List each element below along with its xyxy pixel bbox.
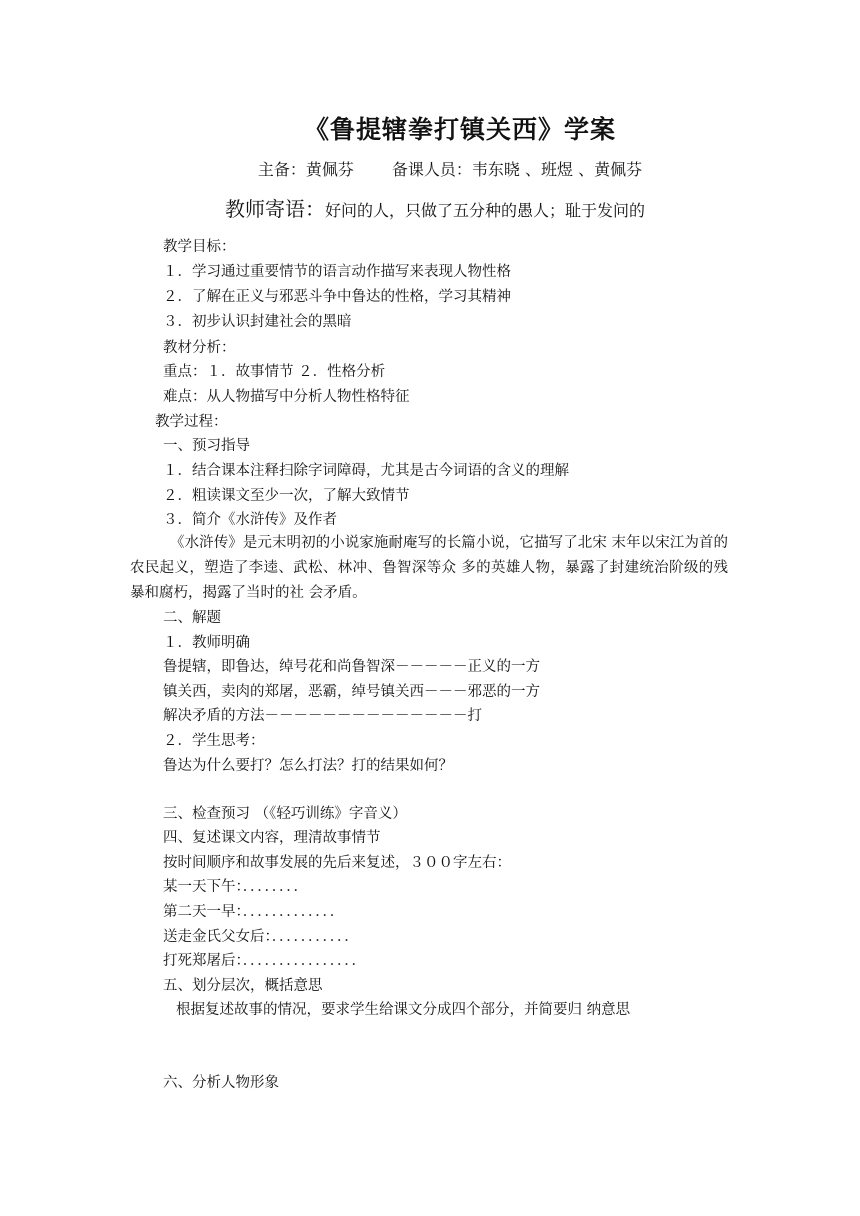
text-line: 根据复述故事的情况，要求学生给课文分成四个部分，并简要归 纳意思 [176,1002,631,1018]
text-line: 打死郑屠后：．．．．．．．．．．．．．．．． [163,953,366,969]
section-heading: 二、解题 [163,610,221,626]
section-heading: 五、划分层次，概括意思 [163,978,323,994]
list-item: ２．学生思考： [163,733,265,749]
text-line: 镇关西，卖肉的郑屠，恶霸，绰号镇关西－－－邪恶的一方 [163,684,540,700]
goals-heading: 教学目标： [163,239,236,255]
author-line [0,157,860,180]
goal-item: ３．初步认识封建社会的黑暗 [163,314,352,330]
section-heading: 六、分析人物形象 [163,1075,279,1091]
motto-label: 教师寄语： [224,197,325,221]
text-line: 鲁达为什么要打？怎么打法？打的结果如何？ [163,758,453,774]
goal-item: １．学习通过重要情节的语言动作描写来表现人物性格 [163,264,511,280]
goal-item: ２．了解在正义与邪恶斗争中鲁达的性格，学习其精神 [163,289,511,305]
text-line: 第二天一早：．．．．．．．．．．．．． [163,904,345,920]
list-item: １．结合课本注释扫除字词障碍，尤其是古今词语的含义的理解 [163,463,569,479]
text-line: 按时间顺序和故事发展的先后来复述，３００字左右： [163,855,511,871]
intro-paragraph: 《水浒传》是元末明初的小说家施耐庵写的长篇小说，它描写了北宋 末年以宋江为首的农民起义，塑造了李逵、武松、林冲、鲁智深等众 多的英雄人物，暴露了封建统治阶级的残暴和腐朽，揭露了当时的社 会矛盾。 [130,535,728,601]
analysis-heading: 教材分析： [163,340,236,356]
prep-team: 备课人员：韦东晓 、班煜 、黄佩芬 [391,160,643,179]
text-line: 送走金氏父女后：．．．．．．．．．．． [163,929,359,945]
motto-text: 好问的人，只做了五分种的愚人；耻于发问的 [324,201,645,220]
list-item: ２．粗读课文至少一次，了解大致情节 [163,488,410,504]
page-title: 《鲁提辖拳打镇关西》学案 [303,115,616,144]
list-item: １．教师明确 [163,635,250,651]
process-heading: 教学过程： [155,414,228,430]
text-line: 某一天下午：．．．．．．．． [163,879,308,895]
text-line: 解决矛盾的方法－－－－－－－－－－－－－－打 [163,708,482,724]
key-points: 重点：１．故事情节 ２．性格分析 [163,364,386,380]
preparer: 主备：黄佩芬 [257,160,354,179]
teacher-motto [0,193,860,222]
section-heading: 三、检查预习 （《轻巧训练》字音义） [163,806,407,822]
text-line: 鲁提辖，即鲁达，绰号花和尚鲁智深－－－－－正义的一方 [163,659,540,675]
section-heading: 四、复述课文内容，理清故事情节 [163,830,381,846]
list-item: ３．简介《水浒传》及作者 [163,512,337,528]
section-heading: 一、预习指导 [163,438,250,454]
difficulty: 难点：从人物描写中分析人物性格特征 [163,389,410,405]
